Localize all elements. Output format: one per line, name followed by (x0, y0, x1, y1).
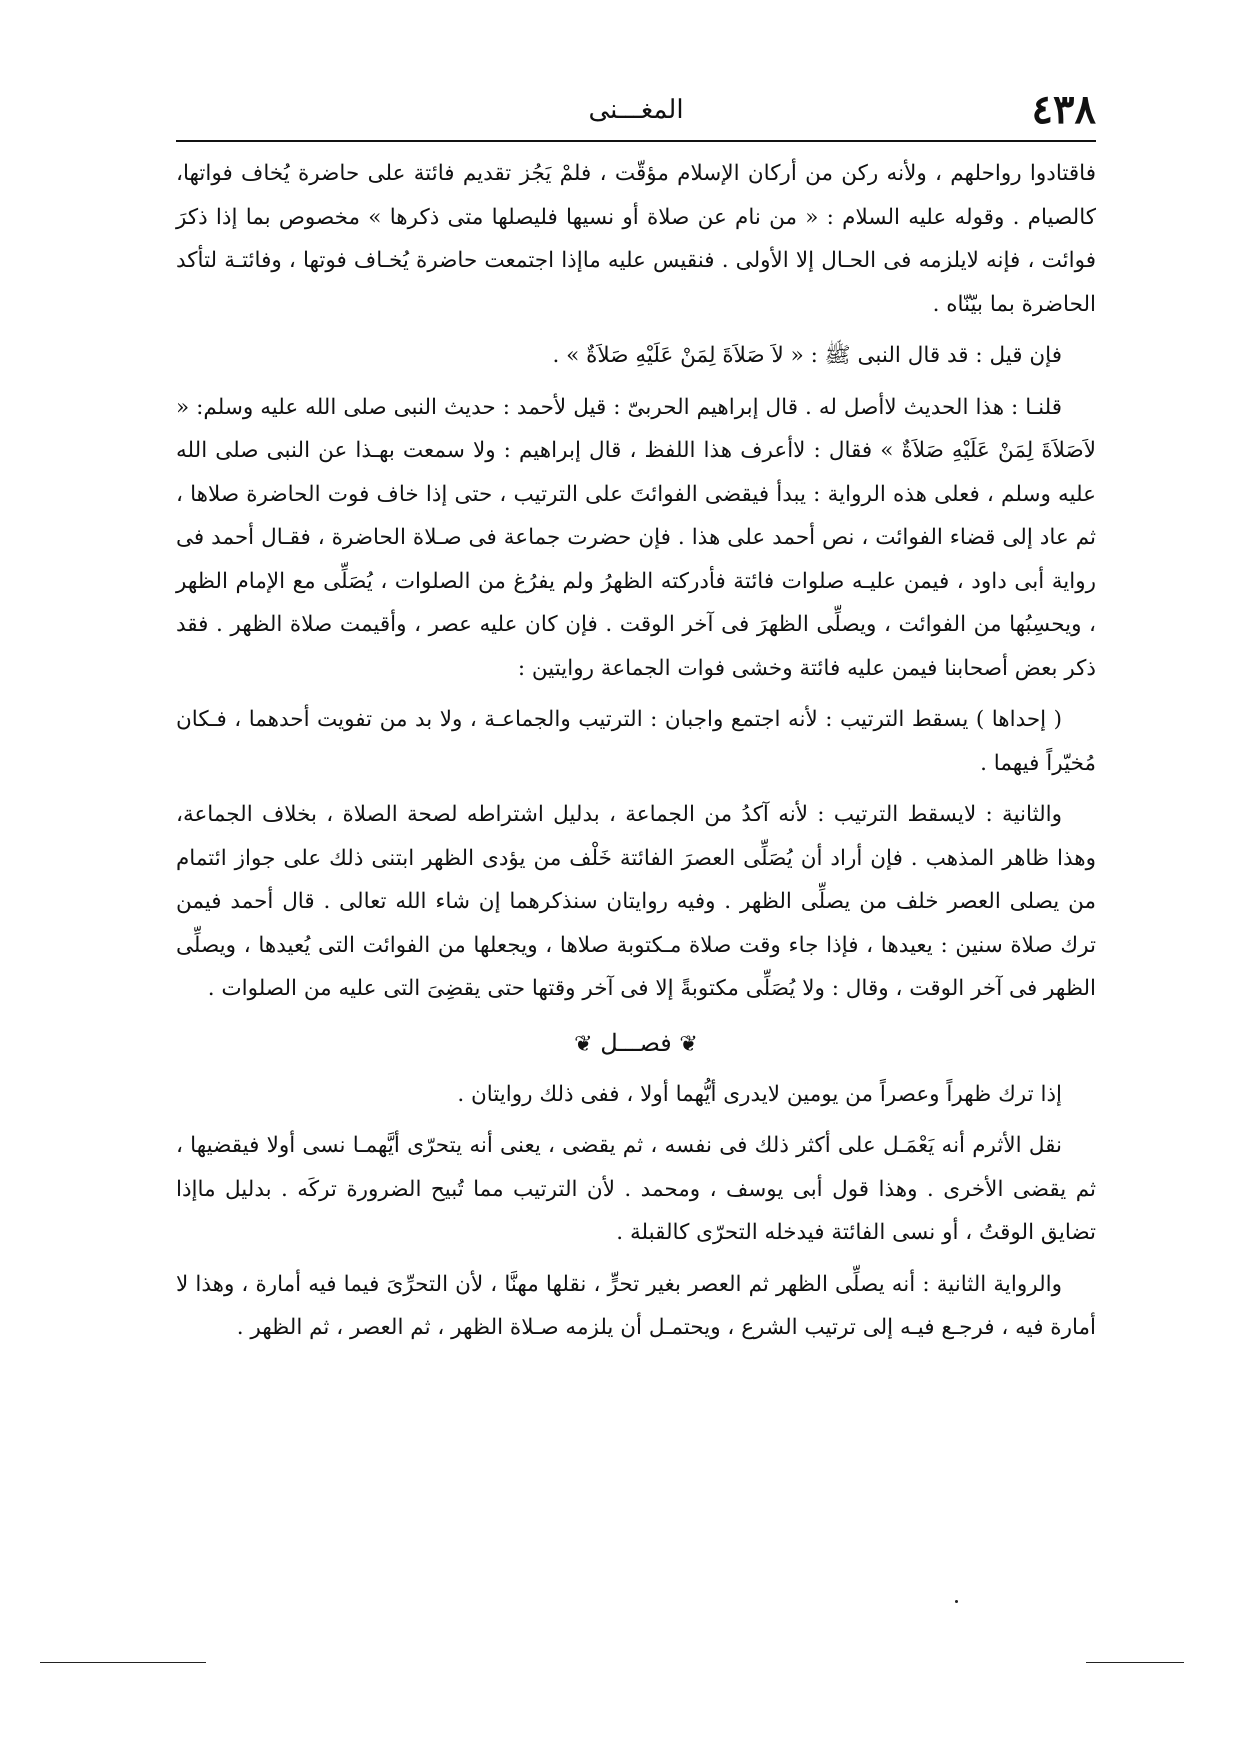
main-text (176, 152, 1096, 1350)
ornament-icon: ❦ (679, 1031, 698, 1057)
paragraph: فاقتادوا رواحلهم ، ولأنه ركن من أركان الإسلام مؤقّت ، فلمْ يَجُز تقديم فائتة على حاضرة يُخاف فواتها، كالصيام . وقوله عليه السلام : « من نام عن صلاة أو نسيها فليصلها متى ذكرها » مخصوص بما إذا ذكرَ فوائت ، فإنه لايلزمه فى الحـال إلا الأولى . فنقيس عليه ماإذا اجتمعت حاضرة يُخـاف فوتها ، وفائتـة لتأكد الحاضرة بما بيّنّاه . (176, 161, 1096, 317)
paragraph: فإن قيل : قد قال النبى ﷺ : « لاَ صَلاَةَ لِمَنْ عَلَيْهِ صَلاَةٌ » . (552, 343, 1062, 368)
footer-rule (40, 1662, 206, 1663)
page-number: ٤٣٨ (1031, 86, 1096, 133)
header-rule (176, 140, 1096, 142)
section-title: فصـــل (600, 1028, 672, 1057)
footer-rule (1086, 1662, 1184, 1663)
paragraph: والرواية الثانية : أنه يصلِّى الظهر ثم العصر بغير تحرٍّ ، نقلها مهنَّا ، لأن التحرِّىَ فيما فيه أمارة ، وهذا لا أمارة فيه ، فرجـع فيـه إلى ترتيب الشرع ، ويحتمـل أن يلزمه صـلاة الظهر ، ثم العصر ، ثم الظهر . (176, 1271, 1096, 1340)
paragraph: والثانية : لايسقط الترتيب : لأنه آكدُ من الجماعة ، بدليل اشتراطه لصحة الصلاة ، بخلاف الجماعة، وهذا ظاهر المذهب . فإن أراد أن يُصَلِّى العصرَ الفائتة خَلْف من يؤدى الظهر ابتنى ذلك على جواز ائتمام من يصلى العصر خلف من يصلِّى الظهر . وفيه روايتان سنذكرهما إن شاء الله تعالى . قال أحمد فيمن ترك صلاة سنين : يعيدها ، فإذا جاء وقت صلاة مـكتوبة صلاها ، ويجعلها من الفوائت التى يُعيدها ، ويصلِّى الظهر فى آخر الوقت ، وقال : ولا يُصَلِّى مكتوبةً إلا فى آخر وقتها حتى يقضِىَ التى عليه من الصلوات . (176, 802, 1096, 1001)
running-title: المغـــنى (588, 95, 684, 125)
ink-dot (955, 1600, 958, 1603)
ornament-icon: ❦ (574, 1031, 593, 1057)
paragraph: نقل الأثرم أنه يَعْمَـل على أكثر ذلك فى نفسه ، ثم يقضى ، يعنى أنه يتحرّى أيَّهمـا نسى أولا فيقضيها ، ثم يقضى الأخرى . وهذا قول أبى يوسف ، ومحمد . لأن الترتيب مما تُبيح الضرورة تركَه . بدليل ماإذا تضايق الوقتُ ، أو نسى الفائتة فيدخله التحرّى كالقبلة . (176, 1133, 1096, 1245)
page-header (176, 82, 1096, 142)
section-heading (176, 1019, 1096, 1069)
paragraph: ( إحداها ) يسقط الترتيب : لأنه اجتمع واجبان : الترتيب والجماعـة ، ولا بد من تفويت أحدهما ، فـكان مُخيّراً فيهما . (176, 707, 1096, 776)
paragraph: قلنـا : هذا الحديث لاأصل له . قال إبراهيم الحربىّ : قيل لأحمد : حديث النبى صلى الله عليه وسلم: « لاَصَلاَةَ لِمَنْ عَلَيْهِ صَلاَةٌ » فقال : لاأعرف هذا اللفظ ، قال إبراهيم : ولا سمعت بهـذا عن النبى صلى الله عليه وسلم ، فعلى هذه الرواية : يبدأ فيقضى الفوائتَ على الترتيب ، حتى إذا خاف فوت الحاضرة صلاها ، ثم عاد إلى قضاء الفوائت ، نص أحمد على هذا . فإن حضرت جماعة فى صـلاة الحاضرة ، فقـال أحمد فى رواية أبى داود ، فيمن عليـه صلوات فائتة فأدركته الظهرُ ولم يفرُغ من الصلوات ، يُصَلِّى مع الإمام الظهر ، ويحسِبُها من الفوائت ، ويصلِّى الظهرَ فى آخر الوقت . فإن كان عليه عصر ، وأقيمت صلاة الظهر . فقد ذكر بعض أصحابنا فيمن عليه فائتة وخشى فوات الجماعة روايتين : (176, 394, 1096, 681)
paragraph: إذا ترك ظهراً وعصراً من يومين لايدرى أيُّهما أولا ، ففى ذلك روايتان . (457, 1081, 1062, 1107)
